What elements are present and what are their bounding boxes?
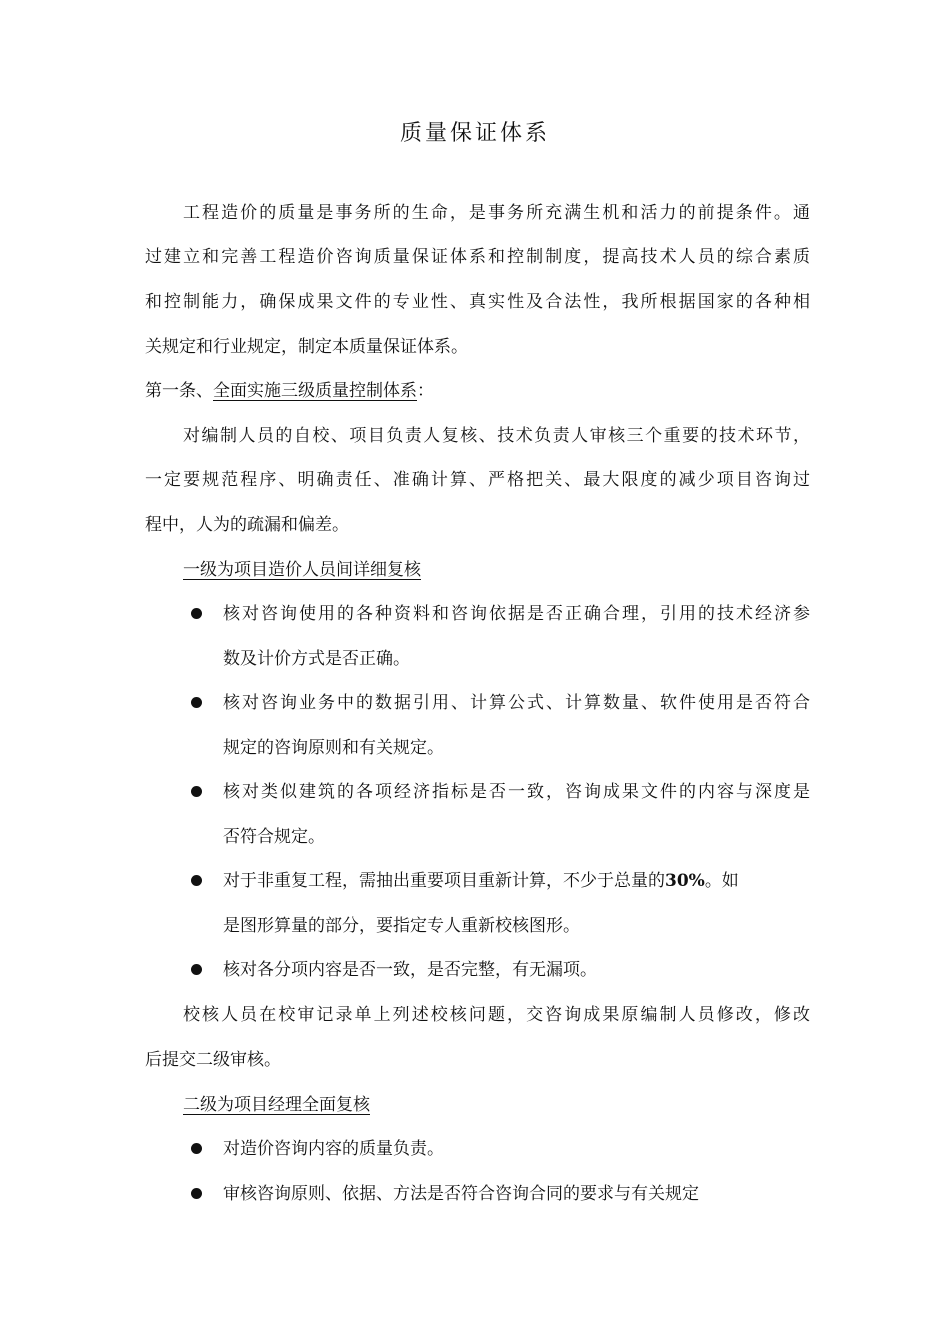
level-2-item-1: 对造价咨询内容的质量负责。 (223, 1139, 444, 1159)
bullet-icon (191, 875, 202, 886)
bullet-icon (191, 608, 202, 619)
level-2-item-2: 审核咨询原则、依据、方法是否符合咨询合同的要求与有关规定 (223, 1184, 699, 1204)
level-1-heading (183, 558, 810, 582)
level-1-item-2-line-2: 规定的咨询原则和有关规定。 (223, 738, 444, 758)
item-4-text-end: 。如 (704, 871, 739, 891)
intro-line-2: 过建立和完善工程造价咨询质量保证体系和控制制度，提高技术人员的综合素质 (145, 247, 810, 267)
article-1-title: 全面实施三级质量控制体系 (213, 381, 417, 401)
level-1-item-3-line-1: 核对类似建筑的各项经济指标是否一致，咨询成果文件的内容与深度是 (223, 782, 810, 802)
overview-line-1: 对编制人员的自校、项目负责人复核、技术负责人审核三个重要的技术环节， (183, 426, 810, 446)
level-1-item-2-line-1: 核对咨询业务中的数据引用、计算公式、计算数量、软件使用是否符合 (223, 693, 810, 713)
bullet-icon (191, 964, 202, 975)
level-2-title: 二级为项目经理全面复核 (183, 1095, 370, 1115)
overview-line-3: 程中，人为的疏漏和偏差。 (145, 515, 349, 535)
item-4-text: 对于非重复工程，需抽出重要项目重新计算，不少于总量的 (223, 871, 665, 891)
level-1-item-1-line-1: 核对咨询使用的各种资料和咨询依据是否正确合理，引用的技术经济参 (223, 604, 810, 624)
bullet-icon (191, 1143, 202, 1154)
level-1-title: 一级为项目造价人员间详细复核 (183, 560, 421, 580)
level-1-item-1-line-2: 数及计价方式是否正确。 (223, 649, 410, 669)
item-4-percentage: 30% (665, 871, 705, 891)
level-1-item-5: 核对各分项内容是否一致，是否完整，有无漏项。 (223, 960, 597, 980)
article-1-suffix: ： (417, 381, 434, 401)
intro-line-4: 关规定和行业规定，制定本质量保证体系。 (145, 337, 468, 357)
bullet-icon (191, 786, 202, 797)
level-1-item-4-line-1 (223, 869, 810, 893)
level-2-heading (183, 1093, 810, 1117)
level-1-item-3-line-2: 否符合规定。 (223, 827, 325, 847)
handoff-line-2: 后提交二级审核。 (145, 1050, 281, 1070)
bullet-icon (191, 1188, 202, 1199)
intro-line-1: 工程造价的质量是事务所的生命，是事务所充满生机和活力的前提条件。通 (183, 203, 810, 223)
overview-line-2: 一定要规范程序、明确责任、准确计算、严格把关、最大限度的减少项目咨询过 (145, 470, 810, 490)
handoff-line-1: 校核人员在校审记录单上列述校核问题，交咨询成果原编制人员修改，修改 (183, 1005, 810, 1025)
level-1-item-4-line-2: 是图形算量的部分，要指定专人重新校核图形。 (223, 916, 580, 936)
intro-line-3: 和控制能力，确保成果文件的专业性、真实性及合法性，我所根据国家的各种相 (145, 292, 810, 312)
article-1-prefix: 第一条、 (145, 381, 213, 401)
page-title: 质量保证体系 (399, 121, 550, 146)
article-1-heading (145, 379, 810, 403)
bullet-icon (191, 697, 202, 708)
